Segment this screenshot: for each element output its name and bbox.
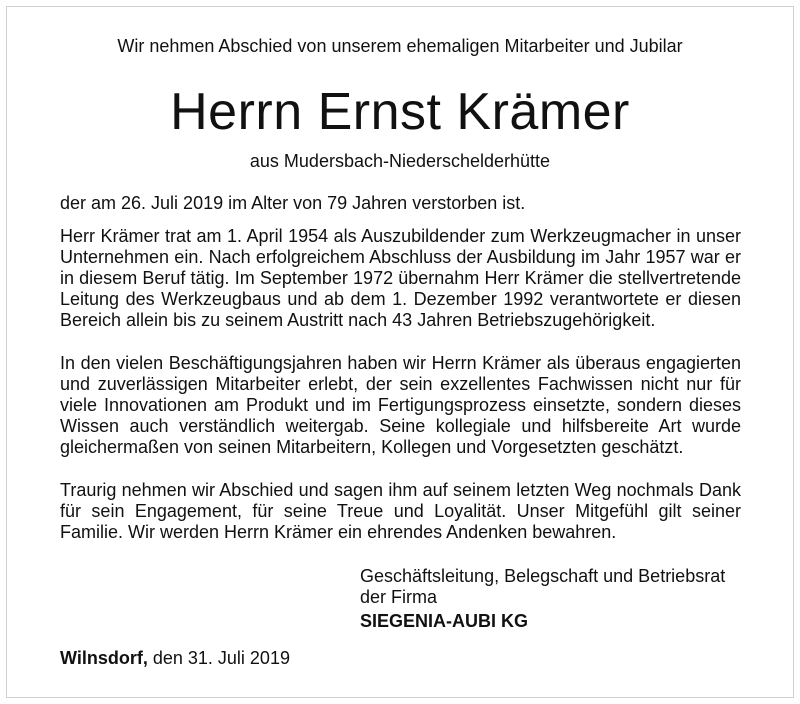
farewell-paragraph: Traurig nehmen wir Abschied und sagen ihm auf seinem letzten Weg nochmals Dank für sein Engagement, für seine Treue und Loyalität. Unser Mitgefühl gilt seiner Familie. Wir werden Herrn Krämer ein ehrendes Andenken bewahren. <box>60 480 741 542</box>
signature-line-firm: der Firma <box>360 587 438 607</box>
appreciation-paragraph: In den vielen Beschäftigungsjahren haben wir Herrn Krämer als überaus engagierten und zuverlässigen Mitarbeiter erlebt, der sein exzellentes Fachwissen nicht nur für viele Innovationen am Produkt und im Fertigungsprozess einsetzte, sondern dieses Wissen auch verständlich weitergab. Seine kollegiale und hilfsbereite Art wurde gleichermaßen von seinen Mitarbeitern, Kollegen und Vorgesetzten geschätzt. <box>60 353 741 457</box>
signature-line: Geschäftsleitung, Belegschaft und Betriebsrat <box>360 566 726 586</box>
death-line: der am 26. Juli 2019 im Alter von 79 Jahren verstorben ist. <box>60 193 526 213</box>
company-name: SIEGENIA-AUBI KG <box>360 611 529 631</box>
deceased-name: Herrn Ernst Krämer <box>170 83 630 141</box>
intro-line: Wir nehmen Abschied von unserem ehemaligen Mitarbeiter und Jubilar <box>117 36 683 56</box>
career-paragraph: Herr Krämer trat am 1. April 1954 als Auszubildender zum Werkzeugmacher in unser Unternehmen ein. Nach erfolgreichem Abschluss der Ausbildung im Jahr 1957 war er in diesem Beruf tätig. Im September 1972 übernahm Herr Krämer die stellvertretende Leitung des Werkzeugbaus und ab dem 1. Dezember 1992 verantwortete er diesen Bereich allein bis zu seinem Austritt nach 43 Jahren Betriebszugehörigkeit. <box>60 226 741 330</box>
notice-date: den 31. Juli 2019 <box>152 648 290 668</box>
origin-line: aus Mudersbach-Niederschelderhütte <box>249 151 551 171</box>
signature-block <box>360 566 725 632</box>
place-date-line <box>60 648 290 669</box>
place-name: Wilnsdorf, <box>60 648 148 668</box>
